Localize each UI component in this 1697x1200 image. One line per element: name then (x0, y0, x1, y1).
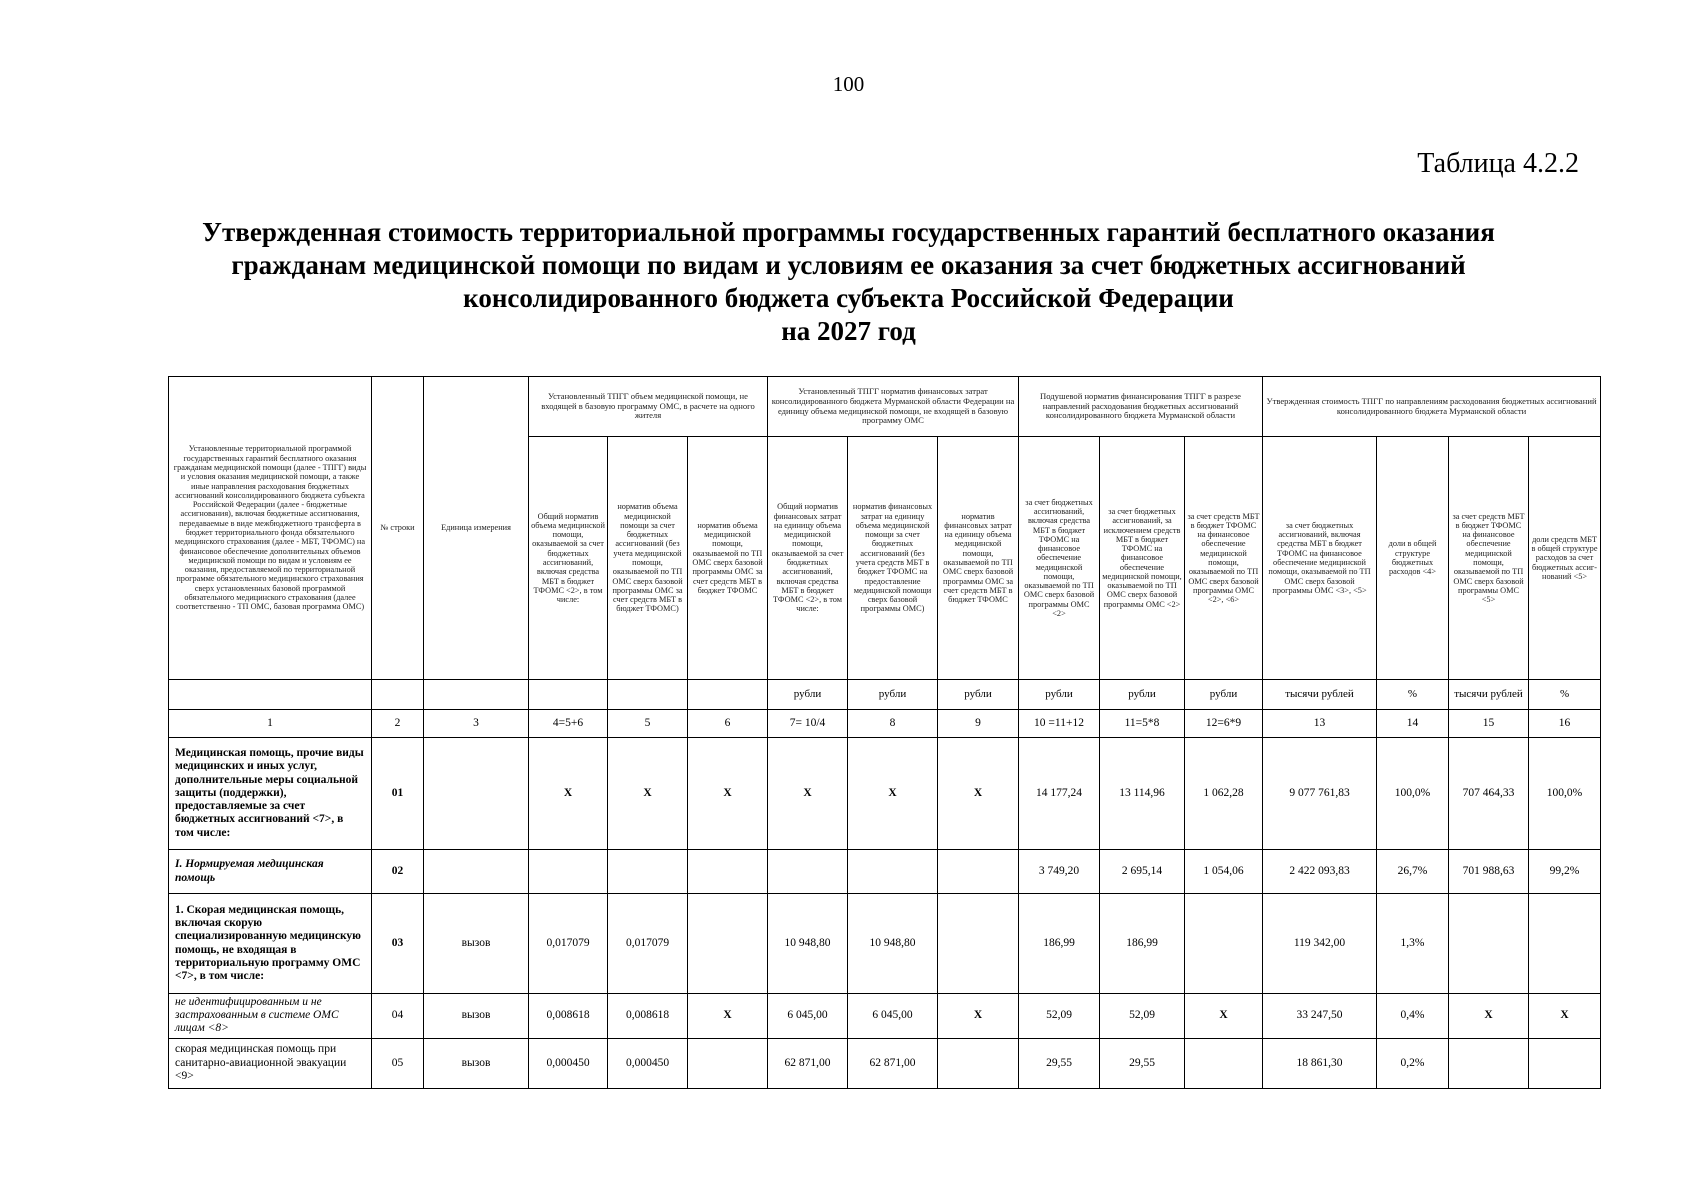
table-cell: 0,4% (1377, 994, 1449, 1039)
header-col-8: норматив финансовых затрат на единицу объема медицинской помощи за счет бюджетных ассигнований (без учета средств МБТ в бюджет ТФОМС на предоставление медицинской помощи сверх базовой программы ОМС) (848, 437, 938, 680)
table-cell (938, 894, 1019, 994)
table-cell: 13 114,96 (1100, 738, 1185, 850)
table-cell: 119 342,00 (1263, 894, 1377, 994)
table-cell: 0,008618 (529, 994, 608, 1039)
table-cell (688, 1038, 768, 1088)
column-number: 9 (938, 710, 1019, 738)
table-cell: 62 871,00 (848, 1038, 938, 1088)
cost-table (168, 376, 1601, 1089)
table-cell: X (688, 994, 768, 1039)
table-cell: 52,09 (1100, 994, 1185, 1039)
table-row (169, 994, 1601, 1039)
unit-cell: рубли (938, 680, 1019, 710)
table-label: Таблица 4.2.2 (1417, 148, 1579, 179)
header-col-11: за счет бюджетных ассигнований, за исключением средств МБТ в бюджет ТФОМС на финансовое обеспечение медицинской помощи, оказываемой по ТП ОМС сверх базовой программы ОМС <2> (1100, 437, 1185, 680)
column-number: 7= 10/4 (768, 710, 848, 738)
table-cell: вызов (424, 1038, 529, 1088)
row-number: 02 (372, 850, 424, 894)
header-row-groups (169, 377, 1601, 437)
table-cell: 0,017079 (608, 894, 688, 994)
table-cell: X (529, 738, 608, 850)
page-number: 100 (832, 72, 865, 96)
header-col-1: Установленные территориальной программой государственных гарантий бесплатного оказания гражданам медицинской помощи (далее - ТПГГ) виды и условия оказания медицинской помощи, а также иные направления расходования бюджетных ассигнований консолидированного бюджета субъекта Российской Федерации (далее - бюджетные ассигнования), включая бюджетные ассигнования, передаваемые в виде межбюджетного трансферта в бюджет территориального фонда обязательного медицинского страхования (далее - МБТ, ТФОМС) на финансовое обеспечение дополнительных объемов медицинской помощи по видам и условиям ее оказания, предоставляемой по территориальной программе обязательного медицинского страхования сверх установленных базовой программой обязательного медицинского страхования (далее соответственно - ТП ОМС, базовая программа ОМС) (169, 377, 372, 680)
table-cell: 100,0% (1377, 738, 1449, 850)
table-cell: 1 062,28 (1185, 738, 1263, 850)
table-row (169, 894, 1601, 994)
table-cell: 2 422 093,83 (1263, 850, 1377, 894)
table-cell: X (768, 738, 848, 850)
table-cell: вызов (424, 894, 529, 994)
table-cell: 186,99 (1019, 894, 1100, 994)
column-number: 16 (1529, 710, 1601, 738)
header-col-10: за счет бюджетных ассигнований, включая средства МБТ в бюджет ТФОМС на финансовое обеспечение медицинской помощи, оказываемой по ТП ОМС сверх базовой программы ОМС <2> (1019, 437, 1100, 680)
header-col-5: норматив объема медицинской помощи за счет бюджетных ассигнований (без учета медицинской помощи, оказываемой по ТП ОМС сверх базовой программы ОМС за счет средств МБТ в бюджет ТФОМС) (608, 437, 688, 680)
unit-cell: рубли (848, 680, 938, 710)
table-cell (529, 850, 608, 894)
unit-cell (424, 680, 529, 710)
table-cell: 707 464,33 (1449, 738, 1529, 850)
unit-cell: тысячи рублей (1449, 680, 1529, 710)
table-row (169, 738, 1601, 850)
column-number: 8 (848, 710, 938, 738)
row-label: Медицинская помощь, прочие виды медицинских и иных услуг, дополнительные меры социальной защиты (поддержки), предоставляемые за счет бюджетных ассигнований <7>, в том числе: (169, 738, 372, 850)
column-number: 5 (608, 710, 688, 738)
table-cell (1449, 1038, 1529, 1088)
table-row (169, 850, 1601, 894)
header-col-14: доли в общей структуре бюджетных расходов <4> (1377, 437, 1449, 680)
title-line: Утвержденная стоимость территориальной программы государственных гарантий бесплатного оказания (202, 217, 1495, 247)
table-cell: 701 988,63 (1449, 850, 1529, 894)
header-col-13: за счет бюджетных ассигнований, включая средства МБТ в бюджет ТФОМС на финансовое обеспечение медицинской помощи, оказываемой по ТП ОМС сверх базовой программы ОМС <3>, <5> (1263, 437, 1377, 680)
table-cell: 52,09 (1019, 994, 1100, 1039)
column-number: 13 (1263, 710, 1377, 738)
unit-cell: рубли (768, 680, 848, 710)
table-cell: 0,008618 (608, 994, 688, 1039)
header-group-cost: Утвержденная стоимость ТПГГ по направлениям расходования бюджетных ассигнований консолидированного бюджета Мурманской области (1263, 377, 1601, 437)
document-title (120, 216, 1577, 348)
table-cell: 99,2% (1529, 850, 1601, 894)
table-cell (768, 850, 848, 894)
table-cell (424, 738, 529, 850)
unit-cell: рубли (1185, 680, 1263, 710)
table-cell: X (688, 738, 768, 850)
table-cell: 18 861,30 (1263, 1038, 1377, 1088)
table-cell: X (1529, 994, 1601, 1039)
table-cell: 186,99 (1100, 894, 1185, 994)
table-cell (938, 1038, 1019, 1088)
table-cell (1449, 894, 1529, 994)
column-number: 4=5+6 (529, 710, 608, 738)
unit-cell (529, 680, 608, 710)
table-cell: 10 948,80 (848, 894, 938, 994)
table-cell: 100,0% (1529, 738, 1601, 850)
row-number: 01 (372, 738, 424, 850)
header-group-volume: Установленный ТПГГ объем медицинской помощи, не входящей в базовую программу ОМС, в расчете на одного жителя (529, 377, 768, 437)
row-label: скорая медицинская помощь при санитарно-авиационной эвакуации <9> (169, 1038, 372, 1088)
header-col-2: № строки (372, 377, 424, 680)
table-cell: 33 247,50 (1263, 994, 1377, 1039)
table-cell (1529, 894, 1601, 994)
row-number: 05 (372, 1038, 424, 1088)
column-number: 6 (688, 710, 768, 738)
table-cell: 1 054,06 (1185, 850, 1263, 894)
header-col-7: Общий норматив финансовых затрат на единицу объема медицинской помощи, оказываемой за счет бюджетных ассигнований, включая средства МБТ в бюджет ТФОМС <2>, в том числе: (768, 437, 848, 680)
table-cell: 29,55 (1100, 1038, 1185, 1088)
column-number: 3 (424, 710, 529, 738)
table-cell: X (1185, 994, 1263, 1039)
unit-cell (608, 680, 688, 710)
table-cell (848, 850, 938, 894)
header-col-6: норматив объема медицинской помощи, оказываемой по ТП ОМС сверх базовой программы ОМС за счет средств МБТ в бюджет ТФОМС (688, 437, 768, 680)
table-cell (1185, 1038, 1263, 1088)
table-cell: 1,3% (1377, 894, 1449, 994)
column-number: 10 =11+12 (1019, 710, 1100, 738)
table-cell (1529, 1038, 1601, 1088)
table-cell: 6 045,00 (848, 994, 938, 1039)
column-number: 2 (372, 710, 424, 738)
column-number: 15 (1449, 710, 1529, 738)
table-cell: 26,7% (1377, 850, 1449, 894)
unit-cell: рубли (1019, 680, 1100, 710)
table-cell: X (1449, 994, 1529, 1039)
unit-cell: % (1529, 680, 1601, 710)
header-col-12: за счет средств МБТ в бюджет ТФОМС на финансовое обеспечение медицинской помощи, оказываемой по ТП ОМС сверх базовой программы ОМС <2>, <6> (1185, 437, 1263, 680)
column-number: 14 (1377, 710, 1449, 738)
header-group-norm: Установленный ТПГГ норматив финансовых затрат консолидированного бюджета Мурманской области Федерации на единицу объема медицинской помощи, не входящей в базовую программу ОМС (768, 377, 1019, 437)
unit-cell: % (1377, 680, 1449, 710)
header-col-9: норматив финансовых затрат на единицу объема медицинской помощи, оказываемой по ТП ОМС сверх базовой программы ОМС за счет средств МБТ в бюджет ТФОМС (938, 437, 1019, 680)
table-cell: 14 177,24 (1019, 738, 1100, 850)
header-col-3: Единица измерения (424, 377, 529, 680)
table-cell: 29,55 (1019, 1038, 1100, 1088)
title-line: гражданам медицинской помощи по видам и условиям ее оказания за счет бюджетных ассигнований (231, 250, 1466, 280)
column-number: 11=5*8 (1100, 710, 1185, 738)
column-number: 12=6*9 (1185, 710, 1263, 738)
table-cell: 6 045,00 (768, 994, 848, 1039)
table-cell: 2 695,14 (1100, 850, 1185, 894)
table-cell: 9 077 761,83 (1263, 738, 1377, 850)
table-cell (1185, 894, 1263, 994)
table-cell (688, 894, 768, 994)
unit-cell (169, 680, 372, 710)
table-cell: 62 871,00 (768, 1038, 848, 1088)
unit-cell (688, 680, 768, 710)
row-number: 04 (372, 994, 424, 1039)
title-line: на 2027 год (781, 316, 916, 346)
column-number: 1 (169, 710, 372, 738)
header-group-percapita: Подушевой норматив финансирования ТПГГ в разрезе направлений расходования бюджетных ассигнований консолидированного бюджета Мурманской области (1019, 377, 1263, 437)
header-col-15: за счет средств МБТ в бюджет ТФОМС на финансовое обеспечение медицинской помощи, оказываемой по ТП ОМС сверх базовой программы ОМС <5> (1449, 437, 1529, 680)
units-row (169, 680, 1601, 710)
header-col-4: Общий норматив объема медицинской помощи, оказываемой за счет бюджетных ассигнований, включая средства МБТ в бюджет ТФОМС <2>, в том числе: (529, 437, 608, 680)
column-number-row (169, 710, 1601, 738)
table-cell: X (938, 738, 1019, 850)
table-cell: 0,000450 (529, 1038, 608, 1088)
table-cell: 0,2% (1377, 1038, 1449, 1088)
unit-cell (372, 680, 424, 710)
row-label: I. Нормируемая медицинская помощь (169, 850, 372, 894)
row-label: не идентифицированным и не застрахованным в системе ОМС лицам <8> (169, 994, 372, 1039)
table-cell (424, 850, 529, 894)
data-rows (169, 738, 1601, 1089)
unit-cell: рубли (1100, 680, 1185, 710)
table-cell (608, 850, 688, 894)
row-label: 1. Скорая медицинская помощь, включая скорую специализированную медицинскую помощь, не входящая в территориальную программу ОМС <7>, в том числе: (169, 894, 372, 994)
table-cell (938, 850, 1019, 894)
table-cell: X (608, 738, 688, 850)
table-cell (688, 850, 768, 894)
header-col-16: доли средств МБТ в общей структуре расходов за счет бюджетных ассиг-нований <5> (1529, 437, 1601, 680)
table-cell: вызов (424, 994, 529, 1039)
table-cell: 0,017079 (529, 894, 608, 994)
row-number: 03 (372, 894, 424, 994)
table-cell: 10 948,80 (768, 894, 848, 994)
table-cell: 0,000450 (608, 1038, 688, 1088)
unit-cell: тысячи рублей (1263, 680, 1377, 710)
table-cell: X (938, 994, 1019, 1039)
table-row (169, 1038, 1601, 1088)
table-cell: X (848, 738, 938, 850)
title-line: консолидированного бюджета субъекта Российской Федерации (463, 283, 1234, 313)
table-cell: 3 749,20 (1019, 850, 1100, 894)
